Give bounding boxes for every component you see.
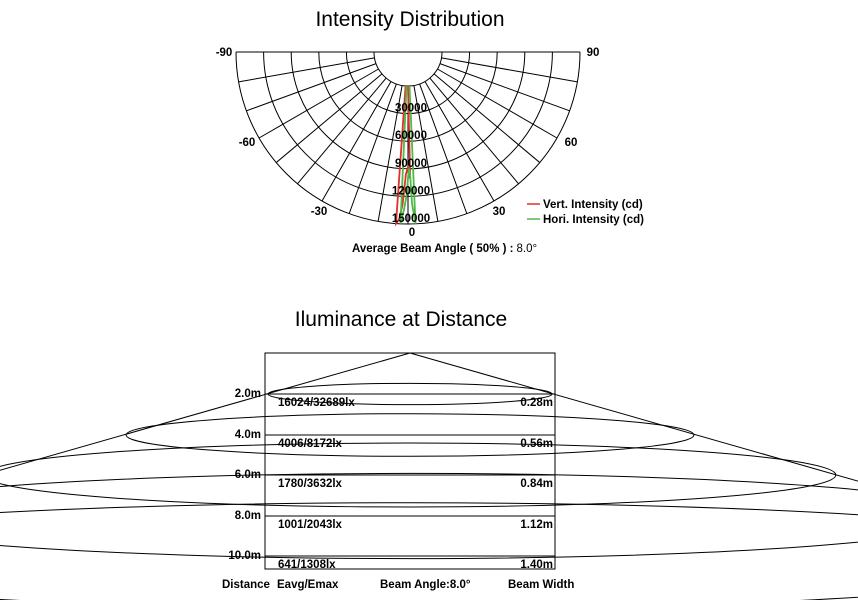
- beam-cone: [0, 353, 858, 569]
- illuminance-value: 641/1308lx: [278, 559, 336, 571]
- beam-width-value: 1.40m: [520, 559, 553, 571]
- polar-angle-label: -30: [310, 206, 328, 218]
- footer-beam-width-label: Beam Width: [508, 579, 575, 591]
- illuminance-value: 1780/3632lx: [278, 478, 342, 490]
- illuminance-value: 16024/32689lx: [278, 397, 355, 409]
- beam-width-value: 1.12m: [520, 519, 553, 531]
- beam-width-value: 0.84m: [520, 478, 553, 490]
- polar-radial-label: 90000: [395, 157, 427, 170]
- distance-label: 4.0m: [234, 429, 261, 441]
- polar-spoke: [297, 78, 386, 184]
- footer-distance-label: Distance: [222, 579, 270, 591]
- polar-spoke: [441, 58, 577, 82]
- beam-cone-left-edge: [0, 353, 410, 569]
- legend-label-vertical: Vert. Intensity (cd): [543, 199, 643, 211]
- illuminance-footer: [222, 579, 574, 591]
- illuminance-frame: [265, 353, 555, 569]
- distance-label: 8.0m: [234, 510, 261, 522]
- beam-angle-footnote-label: Average Beam Angle ( 50% ) :: [352, 243, 514, 255]
- polar-angle-label: 0: [408, 227, 416, 239]
- beam-angle-footnote: [352, 243, 537, 255]
- polar-spoke: [276, 74, 382, 163]
- distance-label: 6.0m: [234, 469, 261, 481]
- polar-angle-label: 60: [564, 137, 578, 149]
- polar-radial-label: 60000: [395, 130, 427, 143]
- beam-width-value: 0.28m: [520, 397, 553, 409]
- polar-radial-label: 120000: [391, 185, 431, 198]
- polar-legend: [527, 199, 644, 226]
- legend-label-horizontal: Hori. Intensity (cd): [543, 214, 644, 226]
- polar-spoke: [246, 64, 376, 111]
- polar-spoke: [440, 64, 570, 111]
- polar-angle-label: 30: [492, 206, 506, 218]
- polar-spoke: [430, 78, 519, 184]
- beam-angle-footnote-value: 8.0°: [516, 243, 538, 255]
- illuminance-chart-title: Iluminance at Distance: [294, 308, 508, 331]
- distance-label: 2.0m: [234, 388, 261, 400]
- polar-spoke: [434, 74, 540, 163]
- polar-spoke: [349, 84, 396, 214]
- distance-label: 10.0m: [228, 550, 261, 562]
- polar-spoke: [239, 58, 375, 82]
- illuminance-value: 1001/2043lx: [278, 519, 342, 531]
- polar-radial-label: 150000: [391, 213, 431, 225]
- illuminance-value: 4006/8172lx: [278, 438, 342, 450]
- polar-angle-label: -60: [238, 137, 256, 149]
- beam-width-value: 0.56m: [520, 438, 553, 450]
- polar-radial-label: 30000: [395, 102, 427, 115]
- polar-chart-title: Intensity Distribution: [315, 8, 505, 31]
- polar-angle-label: -90: [215, 47, 233, 59]
- illuminance-rows: [0, 383, 858, 600]
- polar-angle-label: 90: [586, 47, 600, 59]
- footer-illuminance-label: Eavg/Emax: [277, 579, 339, 591]
- footer-beam-angle-label: Beam Angle:8.0°: [380, 579, 471, 591]
